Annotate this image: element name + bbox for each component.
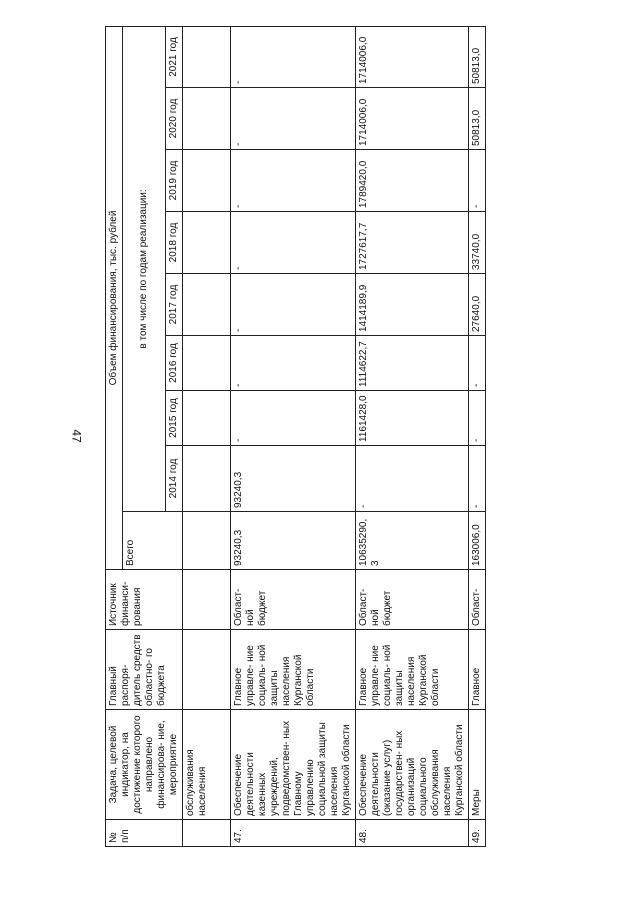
header-total: Всего xyxy=(123,512,183,570)
header-volume: Объем финансирования, тыс. рублей xyxy=(106,26,123,569)
cell-source: Област- ной бюджет xyxy=(356,570,469,630)
header-year: 2021 год xyxy=(166,26,183,87)
cell-value: 1789420,0 xyxy=(356,150,469,212)
cell-value xyxy=(183,26,231,87)
cell-task: обслуживания населения xyxy=(183,710,231,820)
header-year: 2015 год xyxy=(166,391,183,446)
table-row xyxy=(231,26,356,846)
header-year: 2017 год xyxy=(166,274,183,336)
page-number: 47 xyxy=(69,429,84,443)
cell-total: 10635290,3 xyxy=(356,512,469,570)
header-manager: Главный распоря- дитель средств областно- го бюджета xyxy=(106,630,183,710)
cell-task: Обеспечение деятельности (оказание услуг) государствен- ных организаций социального обслуживания населения Курганской области xyxy=(356,710,469,820)
cell-value: - xyxy=(469,391,486,446)
cell-source: Област- xyxy=(469,570,486,630)
cell-value xyxy=(183,336,231,391)
cell-num: 47. xyxy=(231,820,356,847)
header-year: 2014 год xyxy=(166,446,183,512)
header-task: Задача, целевой индикатор, на достижение которого направлено финансирова- ние, мероприятие xyxy=(106,710,183,820)
cell-manager: Главное xyxy=(469,630,486,710)
header-source: Источник финанси- рования xyxy=(106,570,183,630)
cell-value xyxy=(183,391,231,446)
cell-total: 93240,3 xyxy=(231,512,356,570)
header-year: 2016 год xyxy=(166,336,183,391)
header-year: 2019 год xyxy=(166,150,183,212)
financing-table xyxy=(105,26,486,847)
cell-value: 93240,3 xyxy=(231,446,356,512)
cell-value: 1114622,7 xyxy=(356,336,469,391)
cell-manager: Главное управле- ние социаль- ной защиты населения Курганской области xyxy=(356,630,469,710)
cell-source: Област- ной бюджет xyxy=(231,570,356,630)
cell-total xyxy=(183,512,231,570)
table-row xyxy=(183,26,231,846)
cell-value: - xyxy=(469,446,486,512)
table-row xyxy=(356,26,469,846)
cell-num xyxy=(183,820,231,847)
rotated-table-canvas xyxy=(105,36,595,847)
cell-value: 1161428,0 xyxy=(356,391,469,446)
cell-value: 27640,0 xyxy=(469,274,486,336)
cell-value: 33740,0 xyxy=(469,212,486,274)
cell-value: 1714006,0 xyxy=(356,88,469,150)
cell-value: - xyxy=(231,274,356,336)
cell-task: Меры xyxy=(469,710,486,820)
cell-value xyxy=(183,212,231,274)
cell-value: - xyxy=(231,391,356,446)
cell-num: 48. xyxy=(356,820,469,847)
cell-source xyxy=(183,570,231,630)
cell-value: 1714006,0 xyxy=(356,26,469,87)
cell-value: - xyxy=(469,336,486,391)
header-row-1 xyxy=(106,26,123,846)
cell-manager xyxy=(183,630,231,710)
cell-value: - xyxy=(231,26,356,87)
cell-value: 50813,0 xyxy=(469,88,486,150)
cell-value: - xyxy=(231,150,356,212)
header-year: 2018 год xyxy=(166,212,183,274)
cell-task: Обеспечение деятельности казенных учреждений, подведомствен- ных Главному управлению социальной защиты населения Курганской области xyxy=(231,710,356,820)
cell-value: - xyxy=(356,446,469,512)
cell-value: - xyxy=(469,150,486,212)
cell-value: 50813,0 xyxy=(469,26,486,87)
cell-value: - xyxy=(231,212,356,274)
cell-value xyxy=(183,88,231,150)
cell-value: 1414189,9 xyxy=(356,274,469,336)
cell-value xyxy=(183,150,231,212)
cell-manager: Главное управле- ние социаль- ной защиты населения Курганской области xyxy=(231,630,356,710)
cell-value xyxy=(183,274,231,336)
header-by-years: в том числе по годам реализации: xyxy=(123,26,166,511)
header-year: 2020 год xyxy=(166,88,183,150)
cell-num: 49. xyxy=(469,820,486,847)
cell-value: - xyxy=(231,336,356,391)
cell-value: 1727617,7 xyxy=(356,212,469,274)
cell-value: - xyxy=(231,88,356,150)
cell-value xyxy=(183,446,231,512)
table-row xyxy=(469,26,486,846)
cell-total: 163006,0 xyxy=(469,512,486,570)
header-num: № п/п xyxy=(106,820,183,847)
